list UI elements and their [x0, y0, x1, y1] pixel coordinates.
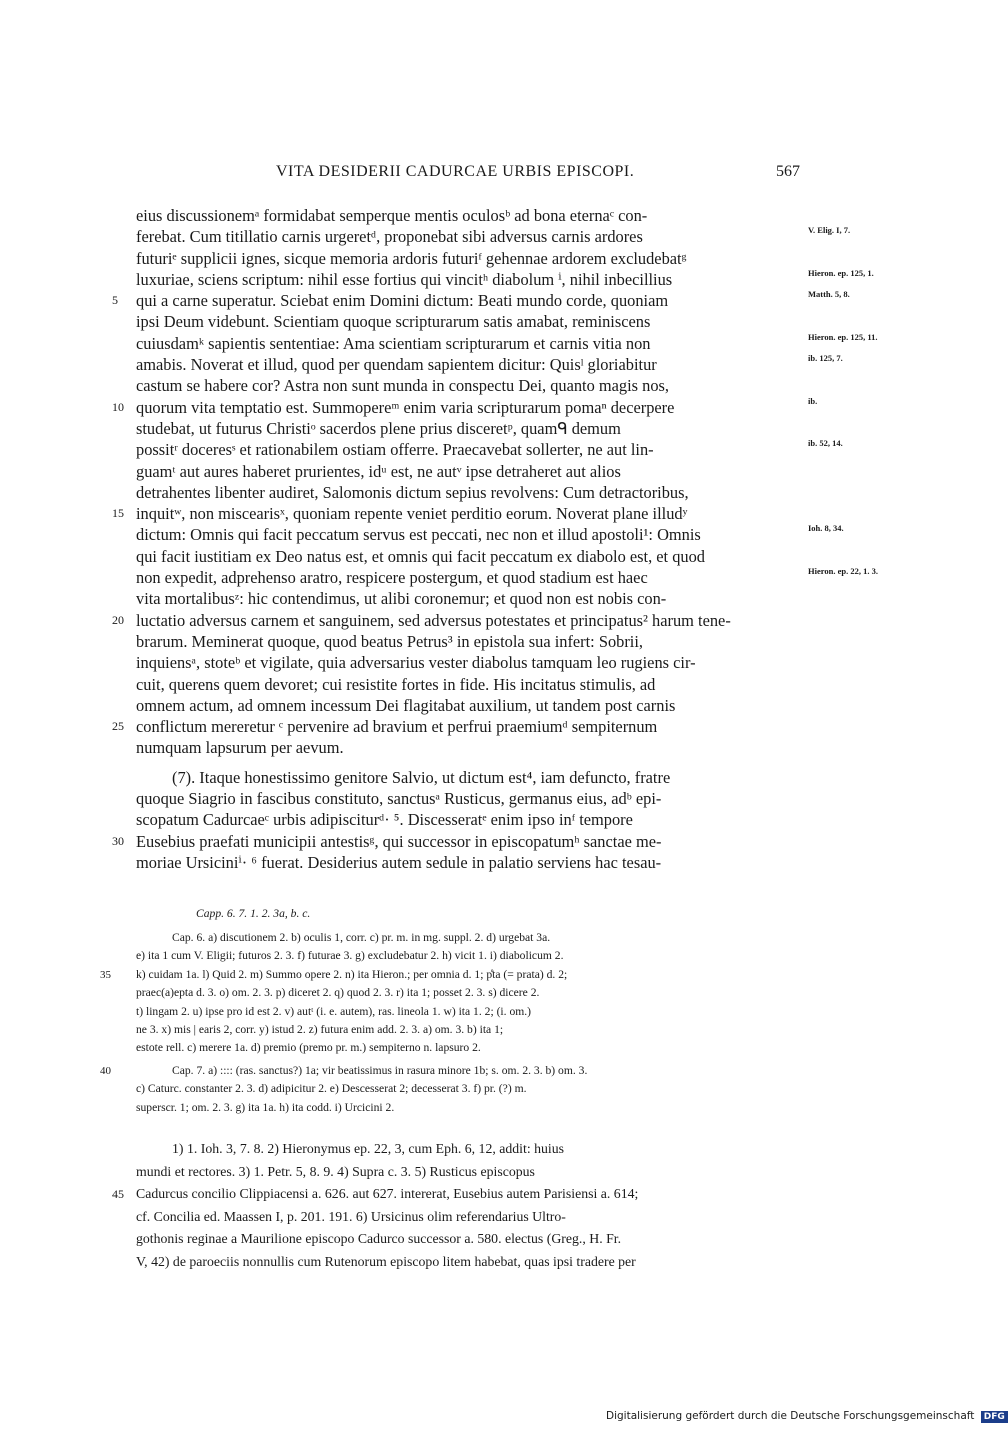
- text-line: [136, 248, 802, 269]
- line-text: vita mortalibusᶻ: hic contendimus, ut alibi coronemur; et quod non est nobis con-: [136, 589, 667, 609]
- margin-reference: Ioh. 8, 34.: [808, 523, 844, 534]
- line-text: praec(a)epta d. 3. o) om. 2. 3. p) diceret 2. q) quod 2. 3. r) ita 1; posset 2. 3. s) dicere 2.: [136, 986, 540, 1000]
- text-line: [136, 737, 802, 758]
- line-number: 40: [100, 1065, 111, 1077]
- line-number: 10: [112, 399, 124, 414]
- page-header: [136, 163, 800, 187]
- text-line: [136, 438, 843, 460]
- text-line: [136, 652, 802, 673]
- line-text: numquam lapsurum per aevum.: [136, 738, 344, 758]
- apparatus-chapter-6: [100, 929, 802, 1058]
- line-number: 25: [112, 719, 124, 734]
- line-text: brarum. Meminerat quoque, quod beatus Petrus³ in epistola sua infert: Sobrii,: [136, 631, 644, 651]
- line-number: 45: [112, 1187, 124, 1202]
- line-number: 30: [112, 833, 124, 848]
- text-line: [136, 1080, 802, 1098]
- text-line: [136, 767, 802, 788]
- line-text: omnem actum, ad omnem incessum Dei flagitabat auxilium, ut tandem post carnis: [136, 695, 676, 715]
- text-line: [136, 546, 802, 567]
- line-text: (7). Itaque honestissimo genitore Salvio, ut dictum est⁴, iam defuncto, fratre: [172, 767, 671, 787]
- footnotes: [112, 1138, 802, 1274]
- text-line: [136, 1003, 802, 1021]
- line-text: inquiensᵃ, stoteᵇ et vigilate, quia adversarius vester diabolus tamquam leo rugiens cir-: [136, 653, 696, 673]
- text-line: [136, 267, 874, 290]
- main-text: [112, 205, 878, 873]
- text-line: [136, 984, 802, 1002]
- margin-reference: Hieron. ep. 125, 1.: [808, 267, 874, 278]
- line-text: Cadurcus concilio Clippiacensi a. 626. aut 627. intererat, Eusebius autem Parisiensi a. 614;: [136, 1186, 639, 1202]
- line-text: ipsi Deum videbunt. Scientiam quoque scripturarum satis amabat, reminiscens: [136, 312, 651, 332]
- text-line: [136, 353, 843, 375]
- line-text: guamᵗ aut aures haberet prurientes, idᵘ est, ne autᵛ ipse detraheret aut alios: [136, 461, 621, 481]
- text-line: [136, 1039, 802, 1057]
- line-text: gothonis reginae a Maurilione episcopo Cadurco successor a. 580. electus (Greg., H. Fr.: [136, 1231, 622, 1247]
- text-line: [136, 375, 802, 396]
- text-line: [136, 1251, 802, 1274]
- line-text: ferebat. Cum titillatio carnis urgeretᵈ, proponebat sibi adversus carnis ardores: [136, 227, 643, 247]
- text-line: [112, 831, 802, 852]
- text-line: [136, 461, 802, 482]
- line-text: t) lingam 2. u) ipse pro id est 2. v) autᵗ (i. e. autem), ras. lineola 1. w) ita 1. 2; (i. om.): [136, 1004, 532, 1018]
- line-text: luctatio adversus carnem et sanguinem, sed adversus potestates et principatus² harum tene-: [136, 610, 731, 630]
- running-title: VITA DESIDERII CADURCAE URBIS EPISCOPI.: [276, 163, 635, 180]
- text-line: [136, 331, 878, 354]
- line-text: k) cuidam 1a. l) Quid 2. m) Summo opere 2. n) ita Hieron.; per omnia d. 1; p̊ta (= prata) d. 2;: [136, 967, 568, 981]
- line-text: amabis. Noverat et illud, quod per quendam sapientem dicitur: Quisˡ gloriabitur: [136, 355, 657, 375]
- text-line: [136, 1228, 802, 1251]
- text-line: [136, 418, 802, 439]
- line-text: qui a carne superatur. Sciebat enim Domini dictum: Beati mundo corde, quoniam: [136, 291, 669, 311]
- line-number: 15: [112, 506, 124, 521]
- page-number: 567: [776, 163, 800, 180]
- text-line: [136, 1206, 802, 1229]
- line-text: estote rell. c) merere 1a. d) premio (premo pr. m.) sempiterno n. lapsuro 2.: [136, 1041, 481, 1055]
- line-text: mundi et rectores. 3) 1. Petr. 5, 8. 9. 4) Supra c. 3. 5) Rusticus episcopus: [136, 1163, 535, 1179]
- text-line: [136, 695, 802, 716]
- line-text: detrahentes libenter audiret, Salomonis dictum sepius revolvens: Cum detractoribus,: [136, 482, 689, 502]
- line-number: 20: [112, 612, 124, 627]
- line-text: 1) 1. Ioh. 3, 7. 8. 2) Hieronymus ep. 22, 3, cum Eph. 6, 12, addit: huius: [172, 1141, 565, 1156]
- footer: [606, 1410, 1005, 1428]
- text-line: [136, 809, 802, 830]
- line-text: Cap. 6. a) discutionem 2. b) oculis 1, corr. c) pr. m. in mg. suppl. 2. d) urgebat 3a.: [172, 931, 551, 944]
- paragraph-gap: [136, 759, 802, 767]
- line-text: cf. Concilia ed. Maassen I, p. 201. 191. 6) Ursicinus olim referendarius Ultro-: [136, 1208, 566, 1224]
- margin-reference: Hieron. ep. 22, 1. 3.: [808, 566, 878, 577]
- margin-reference: ib. 52, 14.: [808, 438, 843, 449]
- line-text: quorum vita temptatio est. Summopereᵐ enim varia scripturarum pomaⁿ decerpere: [136, 397, 675, 417]
- line-text: luxuriae, sciens scriptum: nihil esse fortius qui vincitʰ diabolum ⁱ, nihil inbecillius: [136, 269, 673, 289]
- text-line: [112, 503, 802, 524]
- text-line: [136, 631, 802, 652]
- text-line: [136, 788, 802, 809]
- text-line: [136, 588, 802, 609]
- line-text: inquitʷ, non miscearisˣ, quoniam repente veniet perditio eorum. Noverat plane illudʸ: [136, 504, 688, 524]
- line-number: 35: [100, 968, 111, 981]
- line-text: eius discussionemᵃ formidabat semperque mentis oculosᵇ ad bona eternaᶜ con-: [136, 206, 648, 225]
- line-text: dictum: Omnis qui facit peccatum servus est peccati, nec non et illud apostoli¹: Omnis: [136, 525, 701, 545]
- line-text: Cap. 7. a) :::: (ras. sanctus?) 1a; vir beatissimus in rasura minore 1b; s. om. 2. 3. b) om. 3.: [172, 1064, 588, 1077]
- text-line: [100, 1062, 802, 1080]
- line-text: ne 3. x) mis | earis 2, corr. y) istud 2. z) futura enim add. 2. 3. a) om. 3. b) ita 1;: [136, 1022, 504, 1036]
- text-line: [136, 523, 844, 545]
- text-line: [100, 966, 802, 984]
- text-line: [136, 311, 802, 332]
- text-line: [136, 1021, 802, 1039]
- line-text: futuriᵉ supplicii ignes, sicque memoria ardoris futuriᶠ gehennae ardorem excludebatᵍ: [136, 248, 687, 268]
- line-text: qui facit iustitiam ex Deo natus est, et omnis qui facit peccatum ex diabolo est, et quod: [136, 546, 705, 566]
- text-line: [136, 947, 802, 965]
- line-text: V, 42) de paroeciis nonnullis cum Rutenorum episcopo litem habebat, quas ipsi tradere per: [136, 1253, 636, 1269]
- line-text: Eusebius praefati municipii antestisᵍ, qui successor in episcopatumʰ sanctae me-: [136, 831, 662, 851]
- dfg-logo: DFG: [981, 1411, 1008, 1423]
- text-line: [136, 205, 802, 226]
- footer-text: Digitalisierung gefördert durch die Deutsche Forschungsgemeinschaft: [606, 1410, 975, 1422]
- text-line: [136, 225, 851, 247]
- margin-reference: ib.: [808, 395, 818, 406]
- line-text: superscr. 1; om. 2. 3. g) ita 1a. h) ita codd. i) Urcicini 2.: [136, 1100, 395, 1114]
- apparatus-caption: [136, 905, 802, 923]
- text-line: [112, 716, 802, 737]
- margin-reference: Hieron. ep. 125, 11.: [808, 331, 878, 342]
- line-text: non expedit, adprehenso aratro, respicere postergum, et quod stadium est haec: [136, 568, 648, 588]
- line-text: cuiusdamᵏ sapientis sententiae: Ama scientiam scripturarum et carnis vitia non: [136, 333, 651, 353]
- line-text: conflictum mereretur ᶜ pervenire ad bravium et perfrui praemiumᵈ sempiternum: [136, 717, 658, 737]
- line-text: e) ita 1 cum V. Eligii; futuros 2. 3. f) futurae 3. g) excludebatur 2. h) vicit 1. i) diabolicum 2.: [136, 949, 564, 963]
- margin-reference: ib. 125, 7.: [808, 353, 843, 364]
- line-text: scopatum Cadurcaeᶜ urbis adipisciturᵈ· ⁵. Discesseratᵉ enim ipso inᶠ tempore: [136, 810, 633, 830]
- text-line: [136, 1138, 802, 1161]
- line-text: c) Caturc. constanter 2. 3. d) adipicitur 2. e) Descesserat 2; decesserat 3. f) pr. (?) m.: [136, 1082, 527, 1096]
- line-text: quoque Siagrio in fascibus constituto, sanctusᵃ Rusticus, germanus eius, adᵇ epi-: [136, 789, 662, 809]
- apparatus-caption-text: Capp. 6. 7. 1. 2. 3a, b. c.: [196, 907, 311, 920]
- line-text: moriae Ursiciniⁱ· ⁶ fuerat. Desiderius autem sedule in palatio serviens hac tesau-: [136, 852, 662, 872]
- text-line: [136, 566, 878, 588]
- line-text: cuit, querens quem devoret; cui resistite fortes in fide. His incitatus stimulis, ad: [136, 674, 656, 694]
- text-line: [136, 1099, 802, 1117]
- text-line: [112, 289, 850, 311]
- line-text: castum se habere cor? Astra non sunt munda in conspectu Dei, quanto magis nos,: [136, 376, 670, 396]
- text-line: [136, 852, 802, 873]
- text-line: [136, 1161, 802, 1184]
- line-text: possitʳ doceresˢ et rationabilem ostiam offerre. Praecavebat sollerter, ne aut lin-: [136, 440, 654, 460]
- text-line: [136, 482, 802, 503]
- text-line: [112, 1183, 802, 1206]
- text-line: [136, 674, 802, 695]
- line-text: studebat, ut futurus Christiᵒ sacerdos plene prius disceretᵖ, quamᑫ demum: [136, 418, 621, 438]
- text-line: [112, 395, 818, 418]
- apparatus-chapter-7: [100, 1062, 802, 1117]
- margin-reference: V. Elig. I, 7.: [808, 225, 851, 236]
- text-line: [136, 929, 802, 947]
- line-number: 5: [112, 293, 118, 308]
- text-line: [112, 610, 802, 631]
- margin-reference: Matth. 5, 8.: [808, 289, 850, 300]
